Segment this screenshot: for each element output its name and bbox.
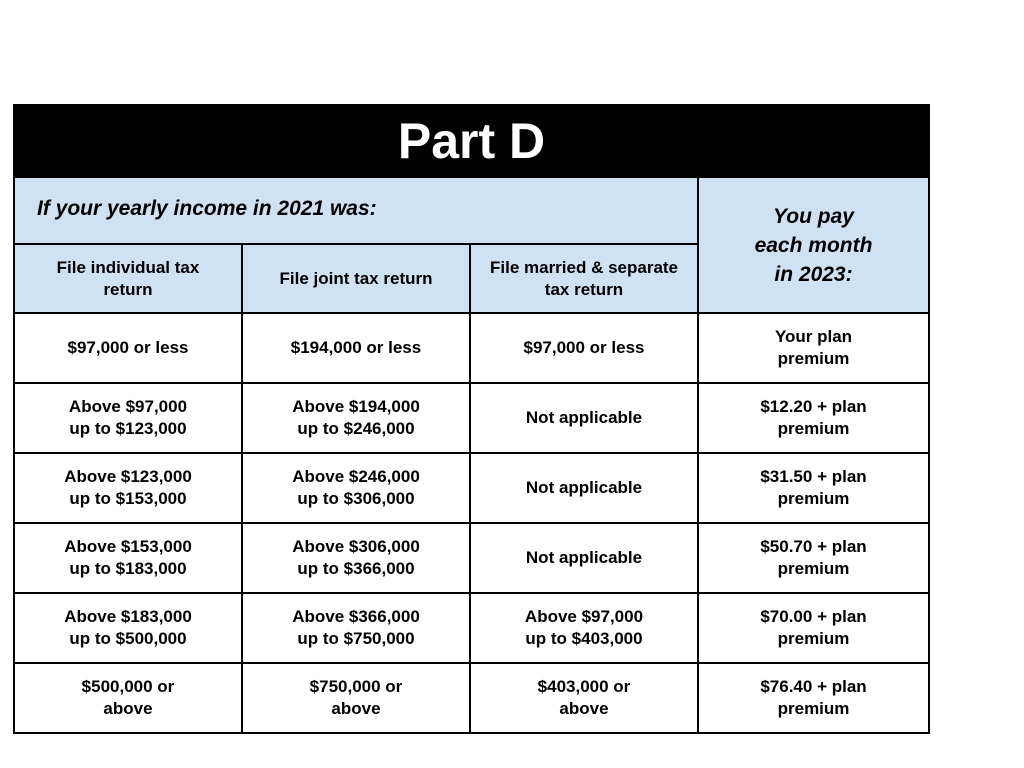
table-row xyxy=(14,593,929,663)
cell-joint: $750,000 or above xyxy=(242,663,470,733)
income-heading-row xyxy=(14,177,929,244)
cell-joint: Above $306,000 up to $366,000 xyxy=(242,523,470,593)
cell-joint: Above $246,000 up to $306,000 xyxy=(242,453,470,523)
column-header-married-separate: File married & separate tax return xyxy=(470,244,698,313)
table-row xyxy=(14,663,929,733)
cell-married-separate: Not applicable xyxy=(470,453,698,523)
cell-monthly-pay: $31.50 + plan premium xyxy=(698,453,929,523)
table-row xyxy=(14,523,929,593)
column-header-joint: File joint tax return xyxy=(242,244,470,313)
part-d-premium-table-container xyxy=(13,104,928,734)
part-d-premium-table xyxy=(13,104,930,734)
cell-monthly-pay: $70.00 + plan premium xyxy=(698,593,929,663)
column-header-individual: File individual tax return xyxy=(14,244,242,313)
cell-individual: Above $97,000 up to $123,000 xyxy=(14,383,242,453)
cell-individual: $500,000 or above xyxy=(14,663,242,733)
cell-monthly-pay: $76.40 + plan premium xyxy=(698,663,929,733)
cell-married-separate: $97,000 or less xyxy=(470,313,698,383)
cell-monthly-pay: $50.70 + plan premium xyxy=(698,523,929,593)
cell-joint: Above $366,000 up to $750,000 xyxy=(242,593,470,663)
cell-individual: Above $153,000 up to $183,000 xyxy=(14,523,242,593)
table-row xyxy=(14,313,929,383)
cell-monthly-pay: Your plan premium xyxy=(698,313,929,383)
cell-monthly-pay: $12.20 + plan premium xyxy=(698,383,929,453)
cell-joint: Above $194,000 up to $246,000 xyxy=(242,383,470,453)
cell-individual: $97,000 or less xyxy=(14,313,242,383)
cell-married-separate: $403,000 or above xyxy=(470,663,698,733)
cell-married-separate: Not applicable xyxy=(470,383,698,453)
title-row xyxy=(14,105,929,177)
cell-individual: Above $183,000 up to $500,000 xyxy=(14,593,242,663)
cell-individual: Above $123,000 up to $153,000 xyxy=(14,453,242,523)
table-title: Part D xyxy=(14,105,929,177)
table-row xyxy=(14,453,929,523)
cell-joint: $194,000 or less xyxy=(242,313,470,383)
cell-married-separate: Not applicable xyxy=(470,523,698,593)
income-heading: If your yearly income in 2021 was: xyxy=(14,177,698,244)
pay-heading: You pay each month in 2023: xyxy=(698,177,929,313)
cell-married-separate: Above $97,000 up to $403,000 xyxy=(470,593,698,663)
table-row xyxy=(14,383,929,453)
